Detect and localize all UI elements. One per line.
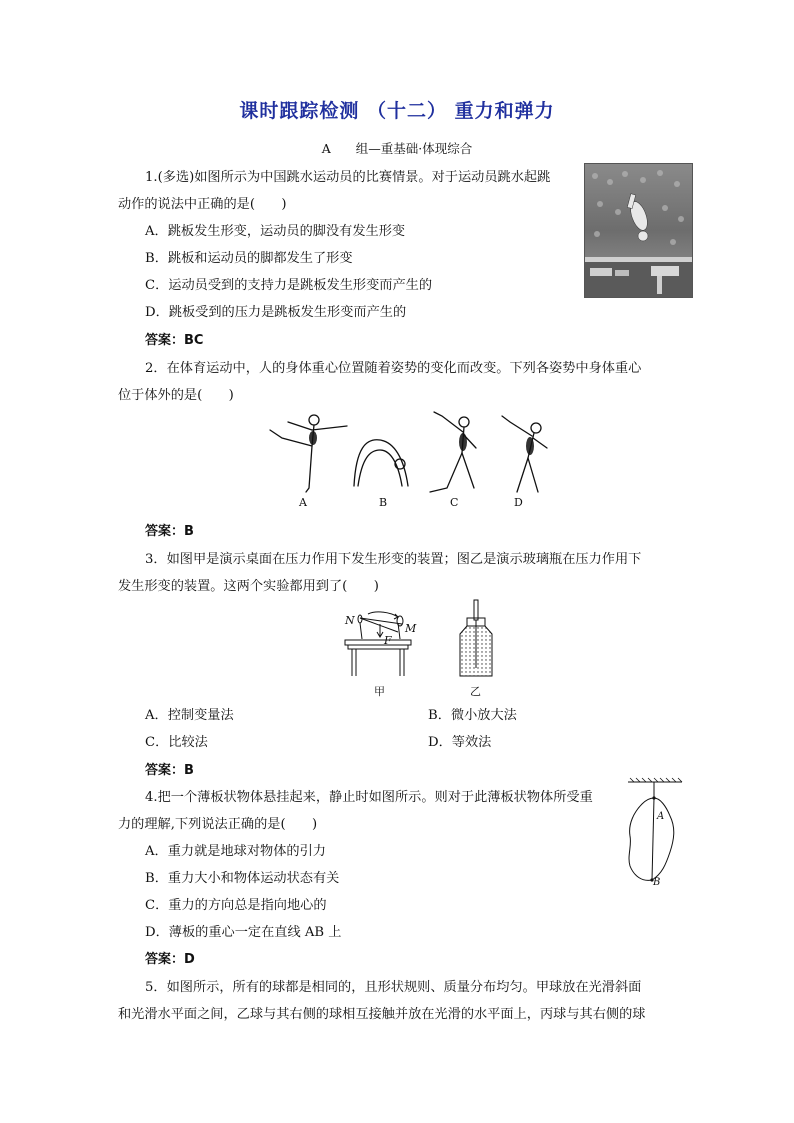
q4-stem-line1: 4.把一个薄板状物体悬挂起来，静止时如图所示。则对于此薄板状物体所受重	[145, 790, 593, 805]
q4-option-d: D．薄板的重心一定在直线 AB 上	[145, 925, 342, 940]
figure-label-b: B	[379, 496, 388, 509]
section-heading: A 组—重基础·体现综合	[321, 141, 473, 156]
q3-option-d: D．等效法	[428, 735, 492, 750]
figure-label-d: D	[514, 496, 523, 509]
q3-option-c: C．比较法	[145, 735, 208, 750]
bottle-deformation-figure	[456, 598, 496, 680]
q2-stem-line2: 位于体外的是( )	[118, 388, 234, 403]
q5-stem-line2: 和光滑水平面之间，乙球与其右侧的球相互接触并放在光滑的水平面上，丙球与其右侧的球	[118, 1007, 646, 1022]
page-title: 课时跟踪检测 （十二） 重力和弹力	[239, 100, 555, 122]
posture-figures	[262, 408, 562, 508]
figure-label-yi: 乙	[470, 685, 481, 698]
q4-option-c: C．重力的方向总是指向地心的	[145, 898, 327, 913]
q4-option-a: A．重力就是地球对物体的引力	[145, 844, 326, 859]
q3-answer: 答案：B	[145, 763, 194, 778]
diving-photo	[584, 163, 693, 298]
q1-stem-line2: 动作的说法中正确的是( )	[118, 197, 287, 212]
q1-stem-line1: 1.(多选)如图所示为中国跳水运动员的比赛情景。对于运动员跳水起跳	[145, 170, 551, 185]
figure-label-jia: 甲	[374, 685, 385, 698]
q1-option-c: C．运动员受到的支持力是跳板发生形变而产生的	[145, 278, 433, 293]
q2-stem-line1: 2．在体育运动中，人的身体重心位置随着姿势的变化而改变。下列各姿势中身体重心	[145, 361, 642, 376]
q4-stem-line2: 力的理解,下列说法正确的是( )	[118, 817, 318, 832]
q1-option-a: A．跳板发生形变，运动员的脚没有发生形变	[145, 224, 406, 239]
suspended-plate-figure	[620, 776, 690, 891]
q4-option-b: B．重力大小和物体运动状态有关	[145, 871, 340, 886]
q3-option-b: B．微小放大法	[428, 708, 517, 723]
q1-answer: 答案：BC	[145, 333, 204, 348]
point-label-n: N	[345, 614, 355, 627]
q3-stem-line1: 3．如图甲是演示桌面在压力作用下发生形变的装置；图乙是演示玻璃瓶在压力作用下	[145, 552, 642, 567]
q3-option-a: A．控制变量法	[145, 708, 234, 723]
figure-label-c: C	[450, 496, 459, 509]
q5-stem-line1: 5．如图所示，所有的球都是相同的，且形状规则、质量分布均匀。甲球放在光滑斜面	[145, 980, 642, 995]
point-label-m: M	[405, 622, 417, 635]
point-label-a: A	[657, 811, 665, 822]
q4-answer: 答案：D	[145, 952, 195, 967]
figure-label-a: A	[299, 496, 307, 509]
q2-answer: 答案：B	[145, 524, 194, 539]
q1-option-d: D．跳板受到的压力是跳板发生形变而产生的	[145, 305, 407, 320]
point-label-b: B	[653, 877, 661, 888]
q3-stem-line2: 发生形变的装置。这两个实验都用到了( )	[118, 579, 379, 594]
q1-option-b: B．跳板和运动员的脚都发生了形变	[145, 251, 353, 266]
force-label-f: F	[384, 634, 392, 647]
